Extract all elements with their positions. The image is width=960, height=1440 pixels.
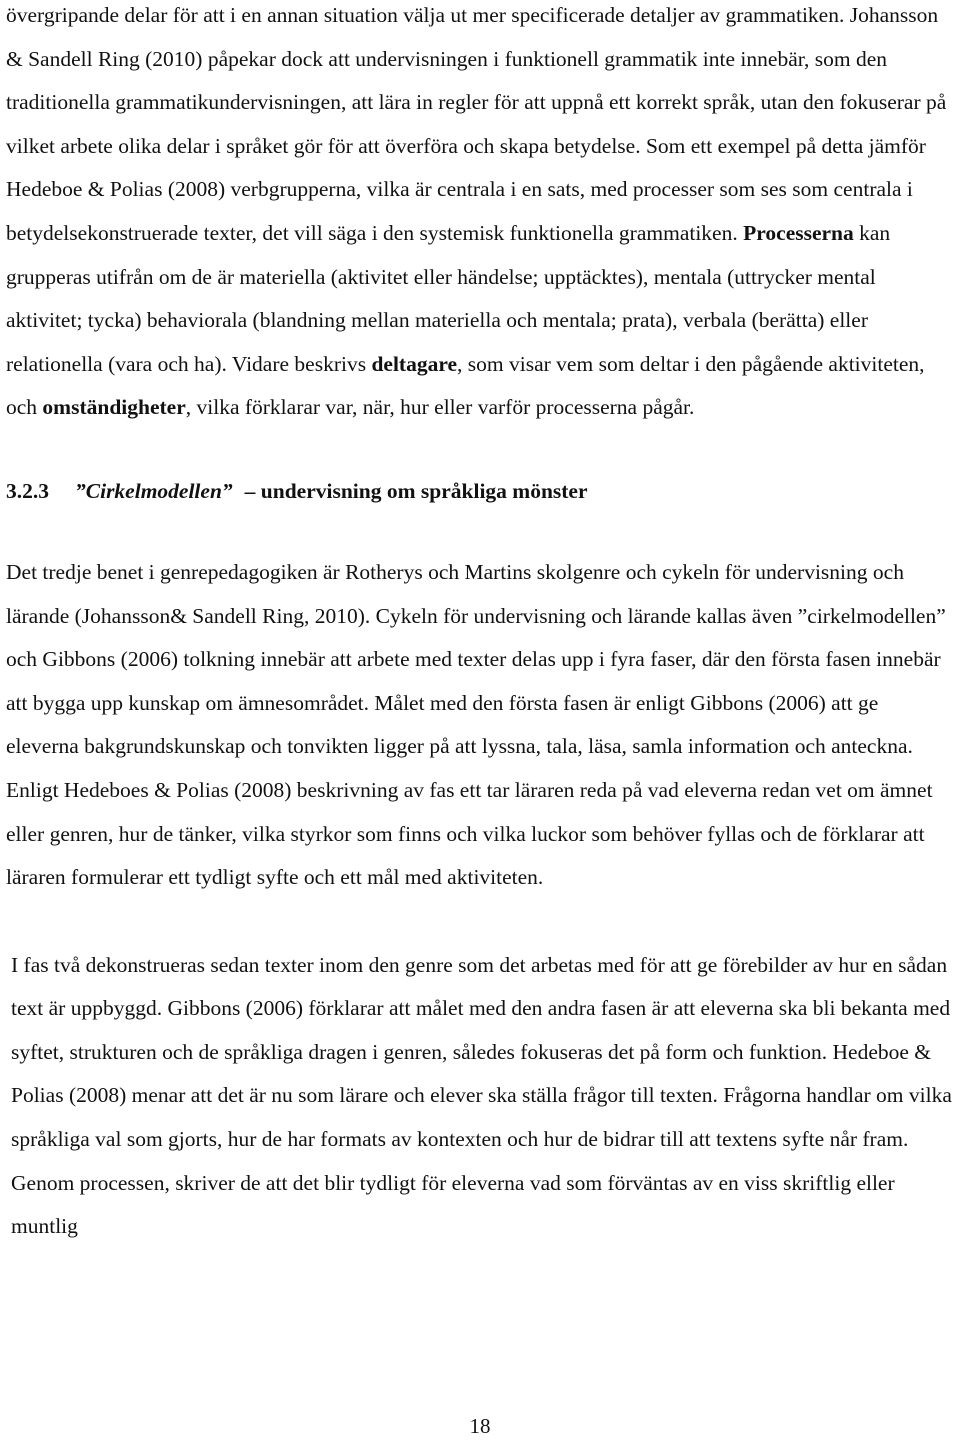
bold-term-processerna: Processerna — [743, 220, 854, 245]
spacer — [6, 900, 952, 944]
paragraph-text: kan grupperas utifrån om de är materiella (aktivitet eller händelse; upptäcktes), mentala (uttrycker mental aktivitet; tycka) behaviorala (blandning mellan materiella och mentala; prata), verbala (berätta) eller relationella (vara och ha). Vidare beskrivs — [6, 220, 891, 376]
bold-term-deltagare: deltagare — [371, 351, 458, 376]
paragraph-phase-two: I fas två dekonstrueras sedan texter inom den genre som det arbetas med för att ge förebilder av hur en sådan text är uppbyggd. Gibbons (2006) förklarar att målet med den andra fasen är att eleverna ska bli bekanta med syftet, strukturen och de språkliga dragen i genren, således fokuseras det på form och funktion. Hedeboe & Polias (2008) menar att det är nu som lärare och elever ska ställa frågor till texten. Frågorna handlar om vilka språkliga val som gjorts, hur de har formats av kontexten och hur de bidrar till att textens syfte når fram. Genom processen, skriver de att det blir tydligt för eleverna vad som förväntas av en viss skriftlig eller muntlig — [11, 952, 952, 1239]
document-page — [6, 0, 952, 1249]
paragraph-circle-model: Det tredje benet i genrepedagogiken är Rotherys och Martins skolgenre och cykeln för undervisning och lärande (Johansson& Sandell Ring, 2010). Cykeln för undervisning och lärande kallas även ”cirkelmodellen” och Gibbons (2006) tolkning innebär att arbete med texter delas upp i fyra faser, där den första fasen innebär att bygga upp kunskap om ämnesområdet. Målet med den första fasen är enligt Gibbons (2006) att ge eleverna bakgrundskunskap och tonvikten ligger på att lyssna, tala, läsa, samla information och anteckna. Enligt Hedeboes & Polias (2008) beskrivning av fas ett tar läraren reda på vad eleverna redan vet om ämnet eller genren, hur de tänker, vilka styrkor som finns och vilka luckor som behöver fyllas och de förklarar att läraren formulerar ett tydligt syfte och ett mål med aktiviteten. — [6, 559, 946, 890]
section-title: ”Cirkelmodellen” — [75, 478, 233, 503]
paragraph-text: , som visar vem som deltar i den pågående aktiviteten, och — [6, 351, 925, 420]
spacer — [6, 511, 952, 551]
section-number: 3.2.3 — [6, 478, 49, 503]
bold-term-omstandigheter: omständigheter — [42, 395, 186, 420]
paragraph-text: övergripande delar för att i en annan situation välja ut mer specificerade detaljer av grammatiken. Johansson & Sandell Ring (2010) påpekar dock att undervisningen i funktionell grammatik inte innebär, som den traditionella grammatikundervisningen, att lära in regler för att uppnå ett korrekt språk, utan den fokuserar på vilket arbete olika delar i språket gör för att överföra och skapa betydelse. Som ett exempel på detta jämför Hedeboe & Polias (2008) verbgrupperna, vilka är centrala i en sats, med processer som ses som centrala i betydelsekonstruerade texter, det vill säga i den systemisk funktionella grammatiken. — [6, 3, 947, 245]
paragraph-functional-grammar — [6, 0, 952, 430]
page-number: 18 — [469, 1414, 491, 1438]
section-heading — [6, 471, 952, 511]
section-dash: – — [244, 478, 256, 503]
paragraph-text: , vilka förklarar var, när, hur eller varför processerna pågår. — [185, 395, 695, 420]
section-subtitle: undervisning om språkliga mönster — [260, 478, 588, 503]
spacer — [6, 430, 952, 471]
